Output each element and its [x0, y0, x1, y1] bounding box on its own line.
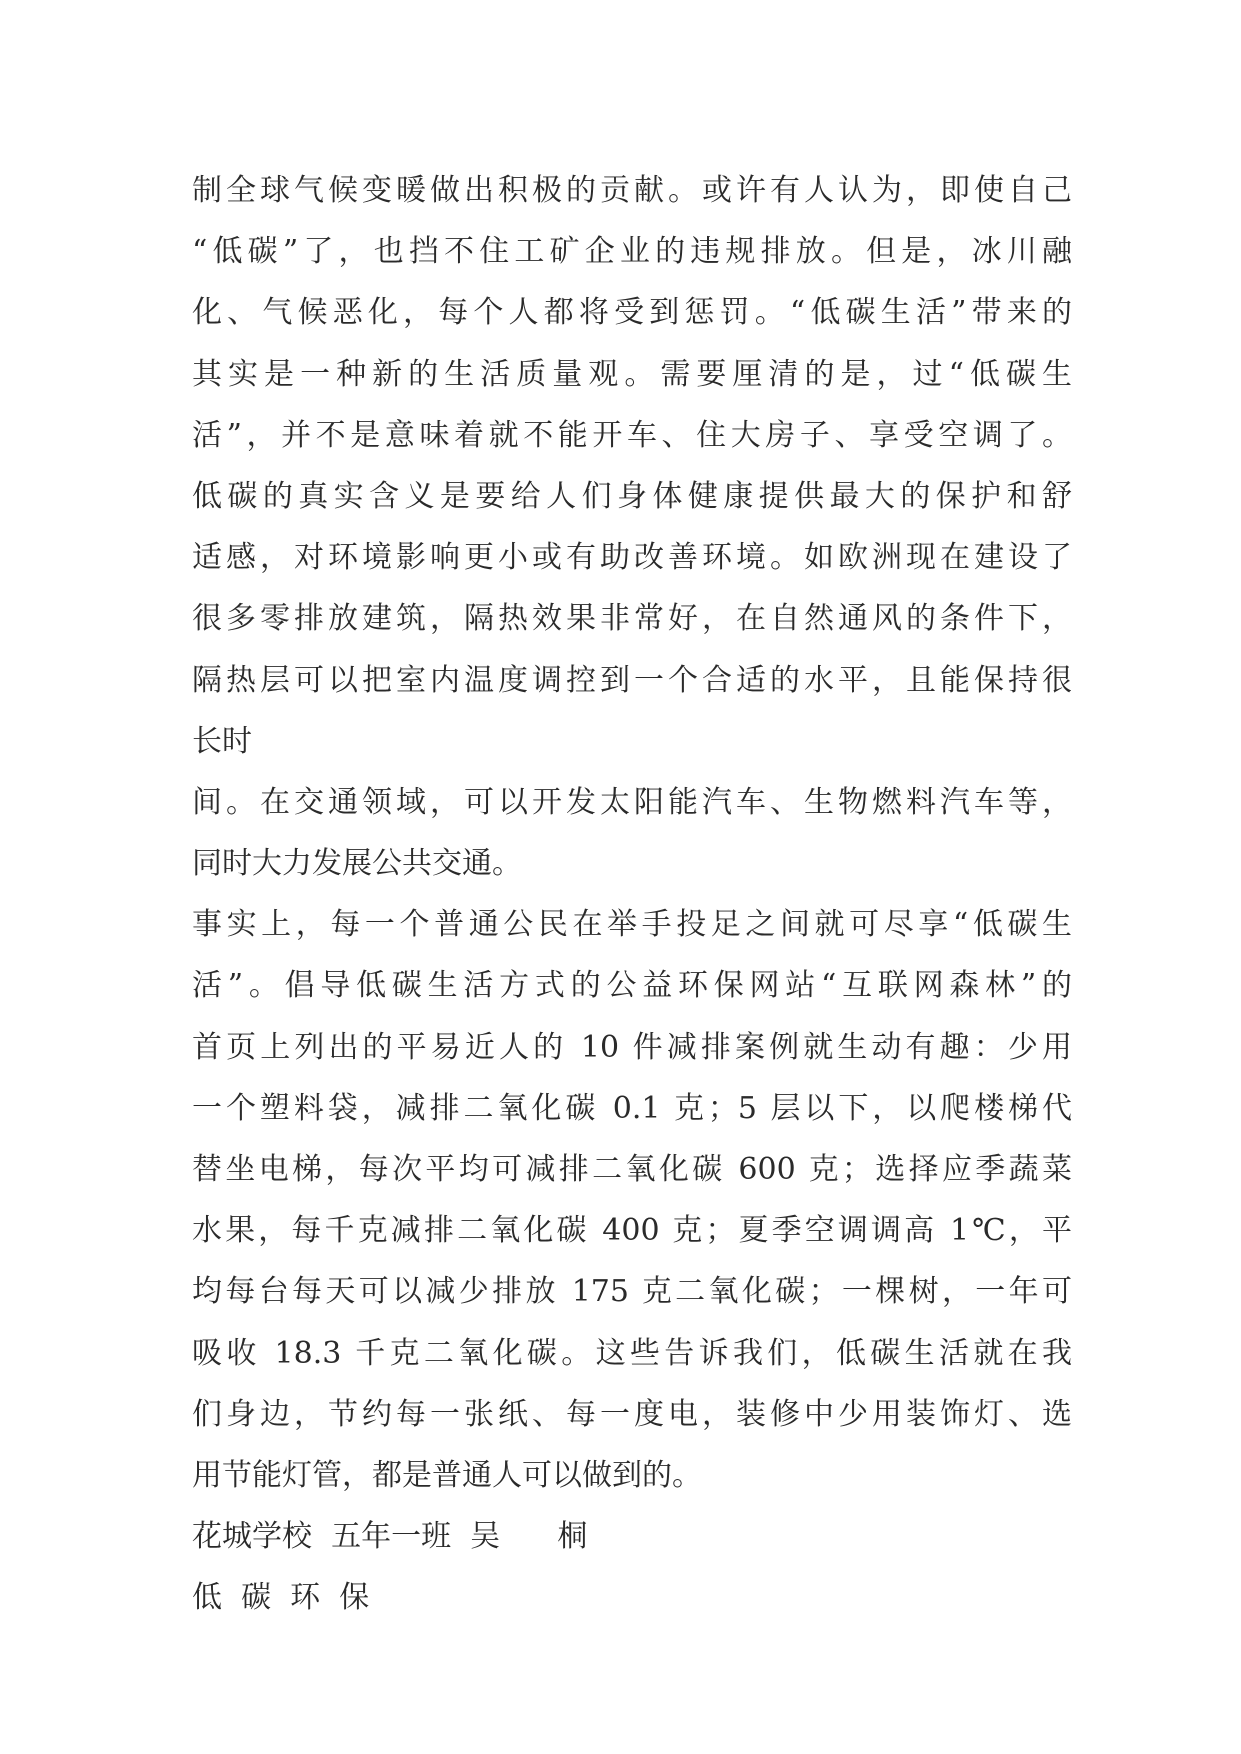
text-line: 适感，对环境影响更小或有助改善环境。如欧洲现在建设了 [192, 540, 1072, 576]
text-line: 用节能灯管，都是普通人可以做到的。 [192, 1457, 702, 1493]
text-line: 均每台每天可以减少排放 175 克二氧化碳；一棵树，一年可 [192, 1274, 1072, 1310]
text-line: 隔热层可以把室内温度调控到一个合适的水平，且能保持很 [192, 662, 1072, 698]
text-line: 低碳的真实含义是要给人们身体健康提供最大的保护和舒 [192, 478, 1072, 514]
text-line: 制全球气候变暖做出积极的贡献。或许有人认为，即使自己 [192, 173, 1072, 208]
text-line: 们身边，节约每一张纸、每一度电，装修中少用装饰灯、选 [192, 1396, 1072, 1432]
text-line: 很多零排放建筑，隔热效果非常好，在自然通风的条件下， [192, 601, 1072, 637]
text-line: 事实上，每一个普通公民在举手投足之间就可尽享“低碳生 [192, 907, 1072, 943]
document-body [192, 160, 1072, 1629]
text-line: 同时大力发展公共交通。 [192, 846, 522, 882]
text-line: 首页上列出的平易近人的 10 件减排案例就生动有趣：少用 [192, 1029, 1072, 1065]
section-title: 低 碳 环 保 [192, 1580, 370, 1616]
text-line: 长时 [192, 723, 252, 759]
text-line: 水果，每千克减排二氧化碳 400 克；夏季空调调高 1℃，平 [192, 1213, 1072, 1249]
text-line: 替坐电梯，每次平均可减排二氧化碳 600 克；选择应季蔬菜 [192, 1152, 1072, 1187]
text-line: 一个塑料袋，减排二氧化碳 0.1 克；5 层以下，以爬楼梯代 [192, 1090, 1072, 1126]
text-line: 化、气候恶化，每个人都将受到惩罚。“低碳生活”带来的 [192, 295, 1072, 331]
text-line: 活”。倡导低碳生活方式的公益环保网站“互联网森林”的 [192, 968, 1072, 1004]
text-line: 其实是一种新的生活质量观。需要厘清的是，过“低碳生 [192, 356, 1072, 392]
text-line: 吸收 18.3 千克二氧化碳。这些告诉我们，低碳生活就在我 [192, 1335, 1072, 1371]
text-line: 间。在交通领域，可以开发太阳能汽车、生物燃料汽车等， [192, 784, 1072, 820]
text-line: 活”，并不是意味着就不能开车、住大房子、享受空调了。 [192, 417, 1072, 453]
author-line: 花城学校 五年一班 吴 桐 [192, 1519, 588, 1555]
text-line: “低碳”了，也挡不住工矿企业的违规排放。但是，冰川融 [192, 234, 1072, 270]
